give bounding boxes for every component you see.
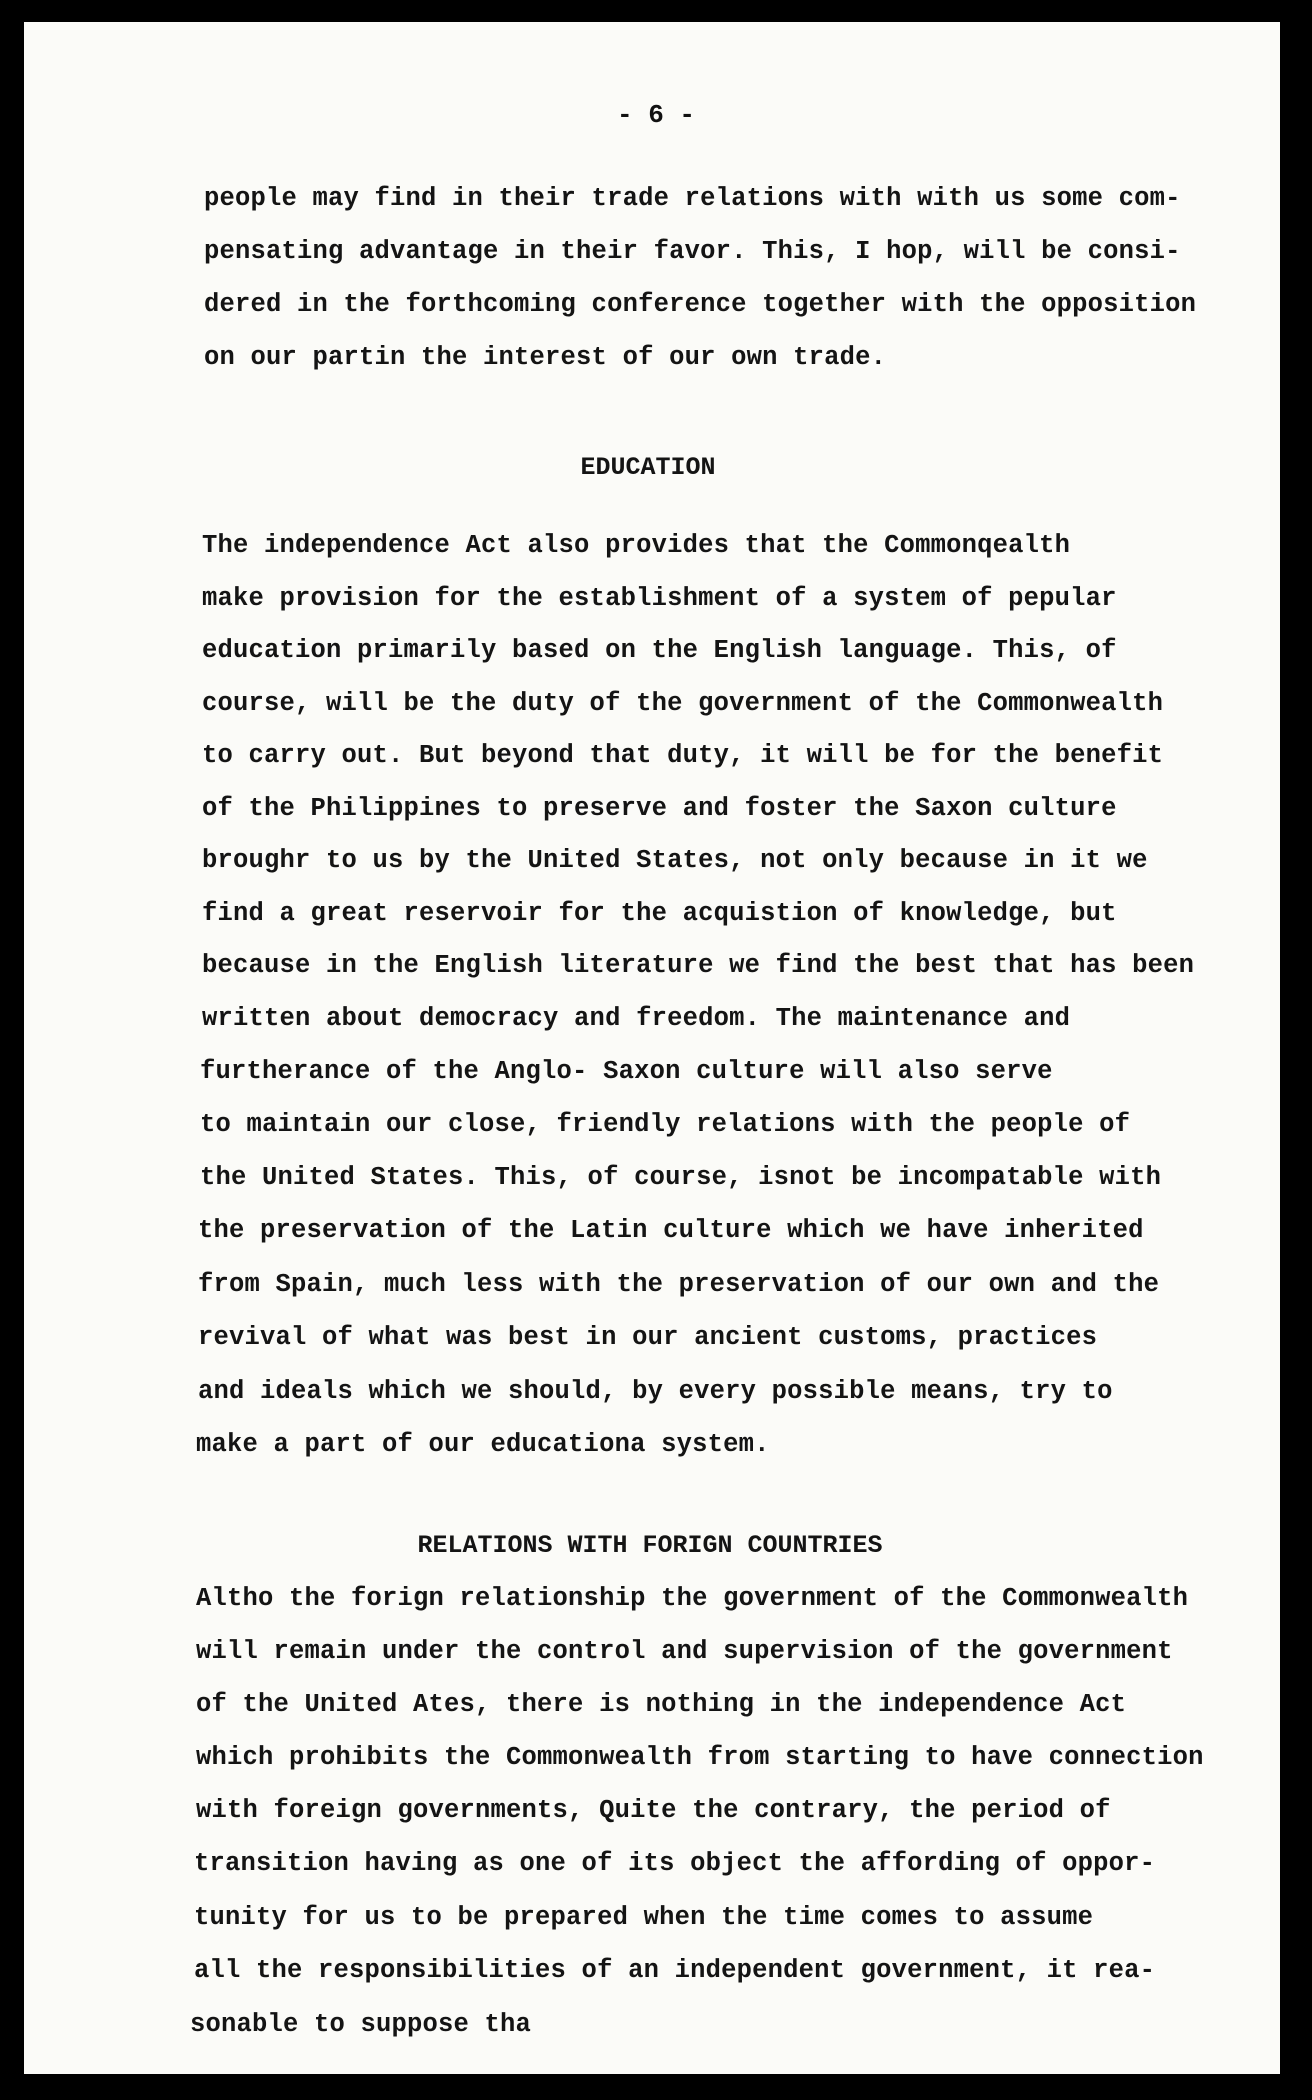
text-line: pensating advantage in their favor. This, I hop, will be consi- bbox=[204, 237, 1181, 266]
text-line: and ideals which we should, by every possible means, try to bbox=[198, 1377, 1113, 1406]
text-line: education primarily based on the English language. This, of bbox=[202, 636, 1117, 665]
text-line: tunity for us to be prepared when the time comes to assume bbox=[194, 1903, 1094, 1932]
text-line: The independence Act also provides that the Commonqealth bbox=[202, 531, 1071, 560]
text-line: dered in the forthcoming conference together with the opposition bbox=[204, 290, 1197, 319]
section-heading-education: EDUCATION bbox=[580, 453, 716, 482]
text-line: broughr to us by the United States, not only because in it we bbox=[202, 846, 1148, 875]
text-line: which prohibits the Commonwealth from starting to have connection bbox=[196, 1743, 1204, 1772]
section-heading-foreign-relations: RELATIONS WITH FORIGN COUNTRIES bbox=[417, 1531, 883, 1560]
text-line: sonable to suppose tha bbox=[190, 2010, 532, 2039]
text-line: make a part of our educationa system. bbox=[196, 1430, 770, 1459]
text-line: because in the English literature we find the best that has been bbox=[202, 951, 1195, 980]
text-line: to maintain our close, friendly relations with the people of bbox=[200, 1110, 1131, 1139]
text-line: revival of what was best in our ancient customs, practices bbox=[198, 1323, 1098, 1352]
text-line: make provision for the establishment of a system of pepular bbox=[202, 584, 1117, 613]
text-line: find a great reservoir for the acquistion of knowledge, but bbox=[202, 899, 1117, 928]
text-line: people may find in their trade relations with with us some com- bbox=[204, 184, 1181, 213]
text-line: the United States. This, of course, isnot be incompatable with bbox=[200, 1163, 1162, 1192]
text-line: Altho the forign relationship the government of the Commonwealth bbox=[196, 1584, 1189, 1613]
text-line: all the responsibilities of an independent government, it rea- bbox=[194, 1956, 1156, 1985]
text-line: to carry out. But beyond that duty, it will be for the benefit bbox=[202, 741, 1164, 770]
page-number: - 6 - bbox=[616, 100, 695, 130]
text-line: transition having as one of its object the affording of oppor- bbox=[194, 1849, 1156, 1878]
text-line: of the United Ates, there is nothing in the independence Act bbox=[196, 1690, 1127, 1719]
text-line: from Spain, much less with the preservation of our own and the bbox=[198, 1270, 1160, 1299]
text-line: will remain under the control and supervision of the government bbox=[196, 1637, 1173, 1666]
text-line: with foreign governments, Quite the contrary, the period of bbox=[196, 1796, 1111, 1825]
text-line: course, will be the duty of the government of the Commonwealth bbox=[202, 689, 1164, 718]
text-line: written about democracy and freedom. The maintenance and bbox=[202, 1004, 1071, 1033]
text-line: the preservation of the Latin culture which we have inherited bbox=[198, 1216, 1144, 1245]
text-line: of the Philippines to preserve and foster the Saxon culture bbox=[202, 794, 1117, 823]
text-line: on our partin the interest of our own trade. bbox=[204, 343, 887, 372]
text-line: furtherance of the Anglo- Saxon culture will also serve bbox=[200, 1057, 1053, 1086]
